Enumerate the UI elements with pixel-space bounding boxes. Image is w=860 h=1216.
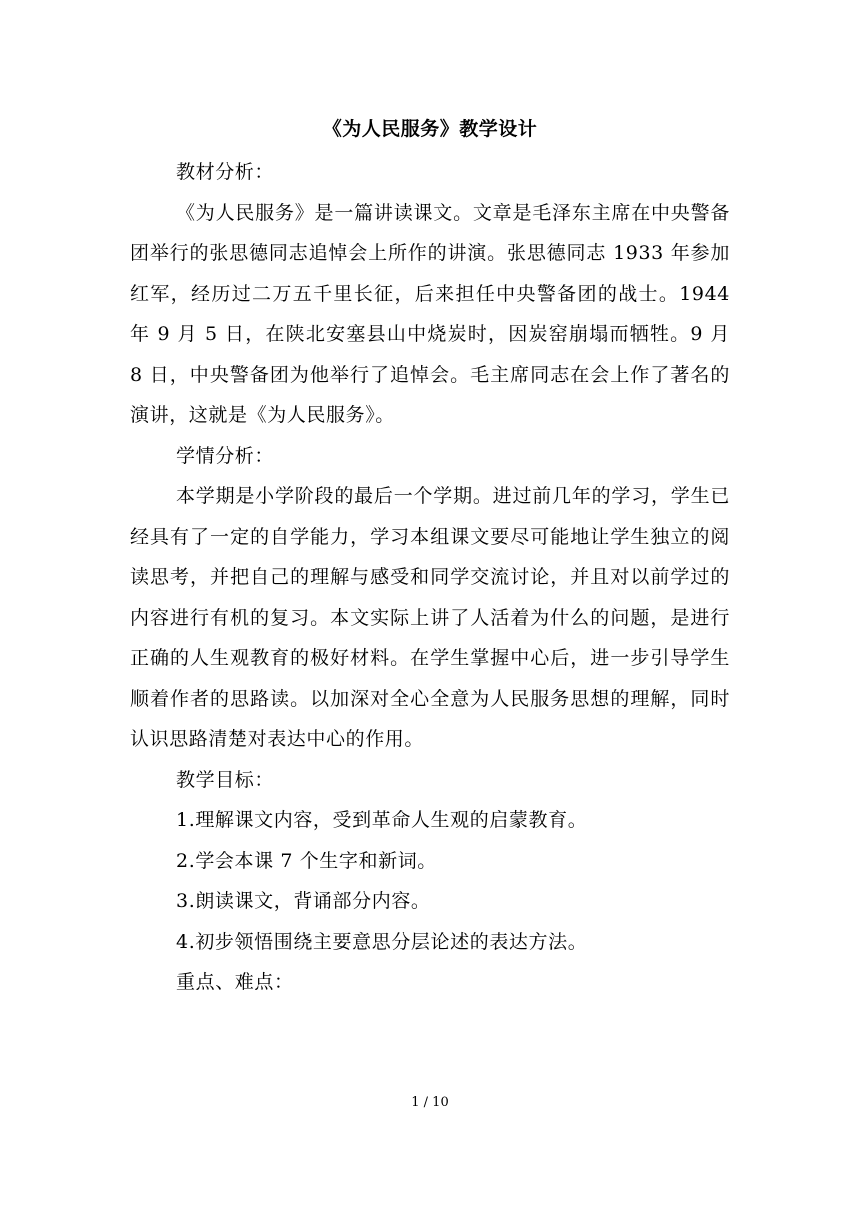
teaching-goal-item: 1.理解课文内容，受到革命人生观的启蒙教育。 <box>176 809 588 831</box>
material-analysis-heading: 教材分析： <box>176 161 275 183</box>
teaching-goal-item: 4.初步领悟围绕主要意思分层论述的表达方法。 <box>176 930 588 953</box>
document-body <box>130 152 730 1003</box>
material-analysis-paragraph: 《为人民服务》是一篇讲读课文。文章是毛泽东主席在中央警备团举行的张思德同志追悼会上所作的讲演。张思德同志 1933 年参加红军，经历过二万五千里长征，后来担任中央警备团的战士。1944 年 9 月 5 日，在陕北安塞县山中烧炭时，因炭窑崩塌而牺牲。9 月 8 日，中央警备团为他举行了追悼会。毛主席同志在会上作了著名的演讲，这就是《为人民服务》。 <box>130 201 730 426</box>
document-title: 《为人民服务》教学设计 <box>322 118 538 140</box>
key-points-heading: 重点、难点： <box>176 971 294 993</box>
teaching-goals-heading: 教学目标： <box>176 768 275 791</box>
page-number: 1 / 10 <box>411 1095 449 1110</box>
teaching-goal-item: 3.朗读课文，背诵部分内容。 <box>176 890 431 912</box>
student-analysis-paragraph: 本学期是小学阶段的最后一个学期。进过前几年的学习，学生已经具有了一定的自学能力，学习本组课文要尽可能地让学生独立的阅读思考，并把自己的理解与感受和同学交流讨论，并且对以前学过的内容进行有机的复习。本文实际上讲了人活着为什么的问题，是进行正确的人生观教育的极好材料。在学生掌握中心后，进一步引导学生顺着作者的思路读。以加深对全心全意为人民服务思想的理解，同时认识思路清楚对表达中心的作用。 <box>130 485 730 750</box>
student-analysis-heading: 学情分析： <box>176 444 275 467</box>
teaching-goal-item: 2.学会本课 7 个生字和新词。 <box>176 849 437 872</box>
